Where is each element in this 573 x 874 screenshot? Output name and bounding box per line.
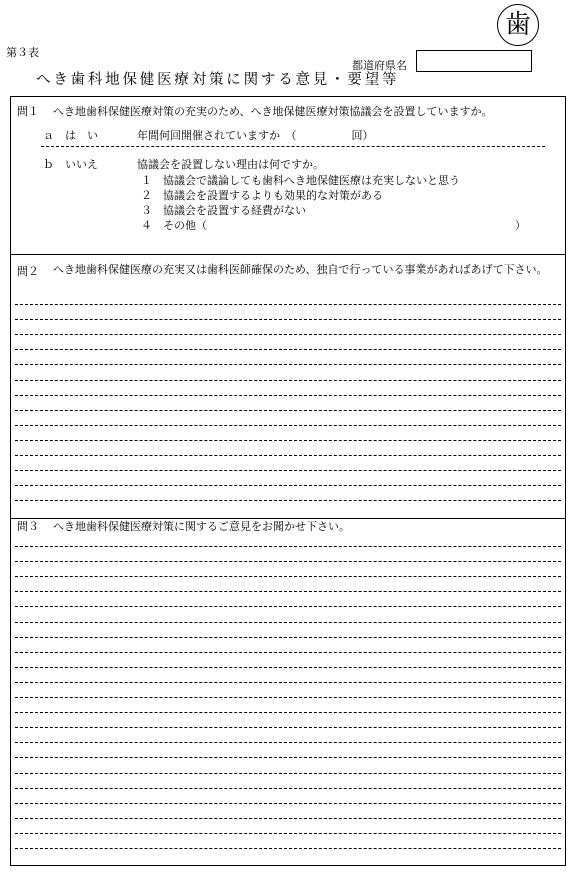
answer-line[interactable] bbox=[15, 637, 561, 638]
answer-line[interactable] bbox=[15, 576, 561, 577]
answer-line[interactable] bbox=[15, 395, 561, 396]
answer-line[interactable] bbox=[15, 773, 561, 774]
answer-line[interactable] bbox=[15, 833, 561, 834]
q1-number: 問１ bbox=[17, 105, 39, 118]
answer-line[interactable] bbox=[15, 440, 561, 441]
sheet-number: 第３表 bbox=[6, 46, 39, 59]
answer-line[interactable] bbox=[15, 470, 561, 471]
answer-line[interactable] bbox=[15, 500, 561, 501]
q3-text: へき地歯科保健医療対策に関するご意見をお聞かせ下さい。 bbox=[53, 520, 350, 533]
answer-line[interactable] bbox=[15, 561, 561, 562]
answer-line[interactable] bbox=[15, 334, 561, 335]
answer-line[interactable] bbox=[15, 455, 561, 456]
q1-option-b-label[interactable]: ｂ いいえ bbox=[43, 158, 98, 171]
answer-line[interactable] bbox=[15, 591, 561, 592]
answer-line[interactable] bbox=[15, 742, 561, 743]
answer-line[interactable] bbox=[15, 410, 561, 411]
answer-line[interactable] bbox=[15, 727, 561, 728]
answer-line[interactable] bbox=[15, 546, 561, 547]
answer-line[interactable] bbox=[15, 349, 561, 350]
answer-line[interactable] bbox=[15, 682, 561, 683]
answer-line[interactable] bbox=[15, 425, 561, 426]
q1-reason-4[interactable]: ４ その他（ ） bbox=[141, 219, 526, 232]
page-title: へき歯科地保健医療対策に関する意見・要望等 bbox=[36, 72, 400, 88]
q3-number: 問３ bbox=[17, 520, 39, 533]
answer-line[interactable] bbox=[15, 622, 561, 623]
q1-reason-2[interactable]: ２ 協議会を設置するよりも効果的な対策がある bbox=[141, 189, 383, 202]
answer-line[interactable] bbox=[15, 652, 561, 653]
dental-seal: 歯 bbox=[497, 4, 539, 46]
answer-line[interactable] bbox=[15, 667, 561, 668]
q2-text: へき地歯科保健医療の充実又は歯科医師確保のため、独自で行っている事業があればあげて下さい。 bbox=[53, 263, 548, 276]
q1-option-a-text: 年間何回開催されていますか （ 回） bbox=[137, 129, 374, 142]
answer-line[interactable] bbox=[15, 485, 561, 486]
answer-line[interactable] bbox=[15, 803, 561, 804]
answer-line[interactable] bbox=[15, 818, 561, 819]
answer-line[interactable] bbox=[15, 606, 561, 607]
answer-line[interactable] bbox=[15, 712, 561, 713]
answer-line[interactable] bbox=[15, 304, 561, 305]
form-frame bbox=[10, 96, 566, 866]
answer-line[interactable] bbox=[15, 848, 561, 849]
answer-line[interactable] bbox=[15, 364, 561, 365]
q1-q2-separator bbox=[11, 254, 565, 255]
answer-line[interactable] bbox=[15, 788, 561, 789]
q1-option-b-text: 協議会を設置しない理由は何ですか。 bbox=[137, 158, 324, 171]
q2-number: 問２ bbox=[17, 265, 39, 278]
q1-text: へき地歯科保健医療対策の充実のため、へき地保健医療対策協議会を設置していますか。 bbox=[53, 105, 493, 118]
q1-reason-3[interactable]: ３ 協議会を設置する経費がない bbox=[141, 204, 306, 217]
q1-divider bbox=[41, 146, 545, 147]
answer-line[interactable] bbox=[15, 380, 561, 381]
answer-line[interactable] bbox=[15, 697, 561, 698]
q1-reason-1[interactable]: １ 協議会で議論しても歯科へき地保健医療は充実しないと思う bbox=[141, 174, 460, 187]
prefecture-label: 都道府県名 bbox=[352, 59, 407, 72]
answer-line[interactable] bbox=[15, 319, 561, 320]
q1-option-a-label[interactable]: ａ は い bbox=[43, 129, 98, 142]
answer-line[interactable] bbox=[15, 757, 561, 758]
